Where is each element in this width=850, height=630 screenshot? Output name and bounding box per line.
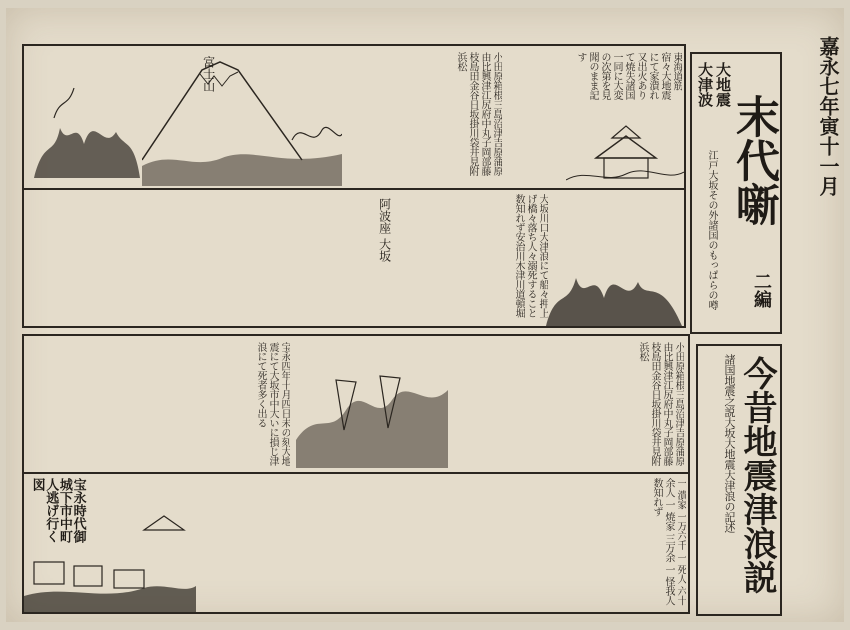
edition-label: 二編: [751, 272, 772, 308]
lower-mid-text: 小田原箱根三島沼津吉原蒲原由比興津江尻府中丸子岡部藤枝島田金谷日坂掛川袋井見附浜松: [637, 342, 684, 466]
subtitle-tsunami: 大津波: [696, 62, 714, 107]
broadside-sheet: [6, 8, 844, 622]
castle-svg: [566, 108, 684, 186]
side-title-block: [696, 344, 782, 616]
side-note: 諸国地震之説大坂大地震大津浪の記述: [723, 354, 736, 533]
side-title: 今昔地震津浪説: [737, 356, 777, 594]
kyoto-caption: 宝永時代御城下市中町人逃げ行く図: [29, 478, 86, 543]
top-right-text: 東海道筋宿々大地震にて家潰れ又出火ありて焼失諸国一同に大変の次第を見聞のまま記す: [575, 52, 682, 100]
lower-left-text: 宝永四年十月四日未の刻大地震にて大坂市中大いに損じ津浪にて死者多く出る: [255, 342, 290, 466]
fuji-svg: [142, 50, 342, 186]
fire-svg-left: [24, 48, 142, 186]
lower-right-text: 一 潰家 一万六千 一 死人 六十余人 一 焼家 三万余 一 怪我人 数知れず: [651, 478, 686, 606]
title-block: [690, 52, 782, 334]
title-note: 江戸大坂その外諸国のもっぱらの噂: [706, 150, 717, 310]
fuji-caption: 富士山: [201, 56, 216, 92]
castle-illustration: [566, 108, 684, 186]
mid-strip-text: 大坂川口大津浪にて船々押上げ橋々落ち人々溺死すること数知れず安治川木津川道頓堀: [513, 194, 548, 318]
osaka-caption: 阿波座 大坂: [377, 198, 392, 262]
date-column: 嘉永七年寅十一月: [816, 36, 840, 196]
lower-panel-divider: [24, 472, 688, 474]
fire-illustration-right: [546, 238, 682, 326]
subtitle-earthquake: 大地震: [714, 62, 732, 107]
fuji-illustration: [142, 50, 342, 186]
tsunami-svg: [296, 340, 448, 468]
fire-illustration-left: [24, 48, 142, 186]
upper-panel-divider: [24, 188, 684, 190]
fire-svg-right: [546, 238, 682, 326]
main-title: 末代噺: [728, 94, 779, 226]
top-left-text: 小田原箱根三島沼津吉原蒲原由比興津江尻府中丸子岡部藤枝島田金谷日坂掛川袋井見附浜松: [455, 52, 502, 176]
tsunami-illustration: [296, 340, 448, 468]
